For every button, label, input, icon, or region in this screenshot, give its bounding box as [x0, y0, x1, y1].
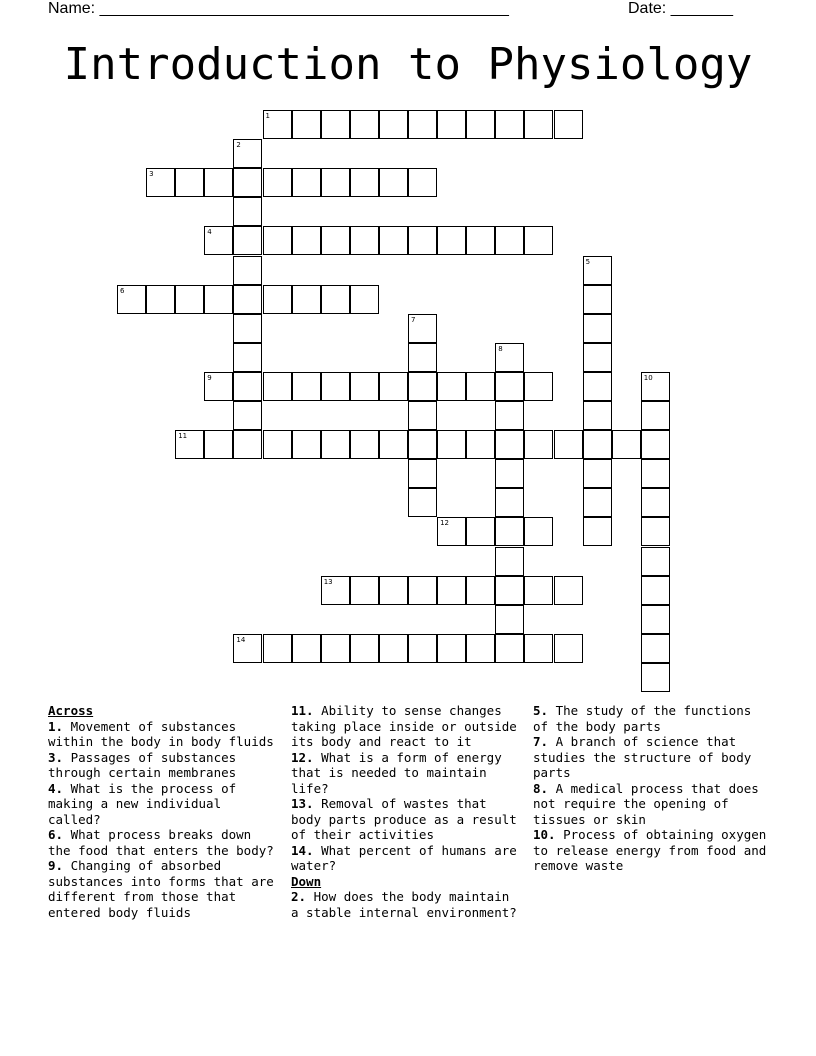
- crossword-cell[interactable]: [524, 110, 553, 139]
- crossword-cell[interactable]: [437, 517, 466, 546]
- crossword-cell[interactable]: [641, 488, 670, 517]
- crossword-cell[interactable]: [524, 372, 553, 401]
- crossword-cell[interactable]: [495, 605, 524, 634]
- crossword-cell[interactable]: [379, 372, 408, 401]
- clue-down-8: 8. A medical process that does not require the opening of tissues or skin: [533, 780, 759, 827]
- crossword-cell[interactable]: [292, 634, 321, 663]
- crossword-cell[interactable]: [408, 226, 437, 255]
- page-title: Introduction to Physiology: [63, 39, 753, 90]
- crossword-cell[interactable]: [524, 517, 553, 546]
- crossword-cell[interactable]: [292, 372, 321, 401]
- crossword-cell[interactable]: [583, 285, 612, 314]
- crossword-cell[interactable]: [408, 459, 437, 488]
- crossword-cell[interactable]: [204, 226, 233, 255]
- cell-number: 5: [585, 257, 591, 266]
- crossword-cell[interactable]: [466, 517, 495, 546]
- crossword-cell[interactable]: [437, 372, 466, 401]
- clue-across-1: 1. Movement of substances within the body in body fluids: [48, 718, 274, 749]
- cell-number: 8: [498, 344, 503, 353]
- name-field[interactable]: Name: ______________________________________________: [48, 0, 509, 17]
- crossword-cell[interactable]: [233, 343, 262, 372]
- clue-across-3: 3. Passages of substances through certain membranes: [48, 749, 237, 780]
- crossword-cell[interactable]: [379, 226, 408, 255]
- crossword-cell[interactable]: [583, 517, 612, 546]
- cell-number: 3: [149, 170, 154, 179]
- crossword-cell[interactable]: [524, 634, 553, 663]
- crossword-cell[interactable]: [233, 168, 262, 197]
- crossword-cell[interactable]: [263, 372, 292, 401]
- crossword-cell[interactable]: [554, 430, 583, 459]
- crossword-cell[interactable]: [437, 430, 466, 459]
- crossword-cell[interactable]: [350, 634, 379, 663]
- crossword-cell[interactable]: [233, 285, 262, 314]
- crossword-cell[interactable]: [408, 110, 437, 139]
- crossword-cell[interactable]: [495, 576, 524, 605]
- crossword-cell[interactable]: [408, 430, 437, 459]
- crossword-cell[interactable]: [379, 430, 408, 459]
- cell-number: 7: [411, 315, 416, 324]
- crossword-cell[interactable]: [408, 401, 437, 430]
- crossword-cell[interactable]: [554, 110, 583, 139]
- crossword-cell[interactable]: [641, 372, 670, 401]
- crossword-cell[interactable]: [233, 139, 262, 168]
- crossword-cell[interactable]: [204, 285, 233, 314]
- clue-across-14: 14. What percent of humans are water?: [291, 842, 517, 873]
- crossword-cell[interactable]: [263, 285, 292, 314]
- crossword-cell[interactable]: [641, 576, 670, 605]
- crossword-cell[interactable]: [233, 430, 262, 459]
- crossword-cell[interactable]: [350, 372, 379, 401]
- crossword-cell[interactable]: [583, 488, 612, 517]
- crossword-cell[interactable]: [263, 634, 292, 663]
- crossword-cell[interactable]: [321, 226, 350, 255]
- crossword-cell[interactable]: [321, 430, 350, 459]
- crossword-cell[interactable]: [583, 401, 612, 430]
- crossword-cell[interactable]: [379, 576, 408, 605]
- crossword-cell[interactable]: [524, 226, 553, 255]
- crossword-cell[interactable]: [408, 314, 437, 343]
- crossword-cell[interactable]: [408, 634, 437, 663]
- crossword-cell[interactable]: [233, 256, 262, 285]
- crossword-cell[interactable]: [379, 168, 408, 197]
- crossword-cell[interactable]: [437, 576, 466, 605]
- crossword-cell[interactable]: [495, 547, 524, 576]
- crossword-cell[interactable]: [554, 576, 583, 605]
- crossword-cell[interactable]: [437, 226, 466, 255]
- crossword-cell[interactable]: [321, 634, 350, 663]
- crossword-cell[interactable]: [321, 372, 350, 401]
- crossword-cell[interactable]: [495, 372, 524, 401]
- crossword-cell[interactable]: [204, 430, 233, 459]
- crossword-cell[interactable]: [583, 314, 612, 343]
- crossword-cell[interactable]: [612, 430, 641, 459]
- crossword-cell[interactable]: [408, 372, 437, 401]
- crossword-cell[interactable]: [233, 226, 262, 255]
- crossword-cell[interactable]: [466, 110, 495, 139]
- crossword-cell[interactable]: [204, 372, 233, 401]
- crossword-cell[interactable]: [263, 430, 292, 459]
- crossword-cell[interactable]: [408, 488, 437, 517]
- crossword-cell[interactable]: [583, 256, 612, 285]
- clue-across-12: 12. What is a form of energy that is needed to maintain life?: [291, 749, 502, 796]
- clues-column-1: [48, 703, 280, 920]
- clue-across-6: 6. What process breaks down the food that enters the body?: [48, 827, 274, 858]
- header: [48, 0, 768, 20]
- crossword-cell[interactable]: [641, 517, 670, 546]
- cell-number: 1: [265, 112, 270, 120]
- crossword-cell[interactable]: [466, 226, 495, 255]
- clue-across-9: 9. Changing of absorbed substances into forms that are different from those that entered body fluids: [48, 858, 274, 920]
- across-heading: Across: [48, 703, 94, 718]
- clue-down-10: 10. Process of obtaining oxygen to release energy from food and remove waste: [533, 827, 767, 873]
- crossword-cell[interactable]: [466, 430, 495, 459]
- crossword-cell[interactable]: [175, 285, 204, 314]
- crossword-cell[interactable]: [583, 372, 612, 401]
- crossword-cell[interactable]: [233, 372, 262, 401]
- crossword-cell[interactable]: [379, 634, 408, 663]
- crossword-cell[interactable]: [321, 576, 350, 605]
- crossword-cell[interactable]: [263, 110, 292, 139]
- crossword-cell[interactable]: [233, 401, 262, 430]
- crossword-cell[interactable]: [233, 634, 262, 663]
- crossword-cell[interactable]: [495, 110, 524, 139]
- crossword-cell[interactable]: [641, 459, 670, 488]
- crossword-cell[interactable]: [495, 430, 524, 459]
- cell-number: 12: [440, 519, 450, 528]
- crossword-cell[interactable]: [350, 285, 379, 314]
- crossword-cell[interactable]: [408, 576, 437, 605]
- crossword-cell[interactable]: [641, 401, 670, 430]
- clue-down-2: 2. How does the body maintain a stable internal environment?: [291, 889, 517, 920]
- cell-number: 10: [643, 373, 653, 382]
- crossword-cell[interactable]: [292, 430, 321, 459]
- crossword-cell[interactable]: [379, 110, 408, 139]
- date-field[interactable]: Date: _______: [628, 0, 733, 17]
- crossword-cell[interactable]: [350, 430, 379, 459]
- clue-across-11: 11. Ability to sense changes taking place inside or outside its body and react to it: [291, 703, 517, 749]
- crossword-cell[interactable]: [146, 285, 175, 314]
- crossword-cell[interactable]: [524, 576, 553, 605]
- crossword-cell[interactable]: [350, 576, 379, 605]
- cell-number: 4: [207, 228, 212, 237]
- crossword-cell[interactable]: [554, 634, 583, 663]
- crossword-cell[interactable]: [641, 663, 670, 692]
- clue-down-5: 5. The study of the functions of the body parts: [533, 703, 752, 734]
- crossword-cell[interactable]: [292, 168, 321, 197]
- crossword-cell[interactable]: [292, 226, 321, 255]
- crossword-cell[interactable]: [117, 285, 146, 314]
- clue-across-13: 13. Removal of wastes that body parts produce as a result of their activities: [291, 796, 517, 842]
- crossword-cell[interactable]: [466, 372, 495, 401]
- crossword-cell[interactable]: [233, 314, 262, 343]
- crossword-cell[interactable]: [641, 430, 670, 459]
- crossword-cell[interactable]: [583, 459, 612, 488]
- crossword-cell[interactable]: [524, 430, 553, 459]
- crossword-cell[interactable]: [175, 430, 204, 459]
- crossword-cell[interactable]: [321, 285, 350, 314]
- crossword-cell[interactable]: [263, 226, 292, 255]
- crossword-cell[interactable]: [495, 226, 524, 255]
- crossword-cell[interactable]: [146, 168, 175, 197]
- crossword-cell[interactable]: [466, 634, 495, 663]
- crossword-cell[interactable]: [263, 168, 292, 197]
- crossword-cell[interactable]: [641, 634, 670, 663]
- clue-down-7: 7. A branch of science that studies the structure of body parts: [533, 734, 752, 780]
- crossword-cell[interactable]: [437, 634, 466, 663]
- crossword-cell[interactable]: [495, 634, 524, 663]
- cell-number: 13: [323, 577, 333, 586]
- crossword-cell[interactable]: [495, 488, 524, 517]
- cell-number: 9: [207, 373, 212, 382]
- crossword-cell[interactable]: [350, 226, 379, 255]
- crossword-cell[interactable]: [495, 517, 524, 546]
- crossword-cell[interactable]: [175, 168, 204, 197]
- crossword-cell[interactable]: [437, 110, 466, 139]
- clue-across-4: 4. What is the process of making a new individual called?: [48, 780, 237, 827]
- cell-number: 6: [120, 286, 125, 295]
- cell-number: 2: [236, 141, 241, 150]
- clues-column-3: [533, 703, 773, 874]
- crossword-cell[interactable]: [350, 168, 379, 197]
- crossword-cell[interactable]: [204, 168, 233, 197]
- down-heading: Down: [291, 873, 322, 889]
- crossword-cell[interactable]: [292, 110, 321, 139]
- crossword-cell[interactable]: [641, 547, 670, 576]
- crossword-cell[interactable]: [495, 401, 524, 430]
- crossword-cell[interactable]: [350, 110, 379, 139]
- crossword-cell[interactable]: [583, 430, 612, 459]
- crossword-cell[interactable]: [408, 168, 437, 197]
- clues-column-2: [291, 703, 523, 920]
- crossword-cell[interactable]: [495, 459, 524, 488]
- crossword-cell[interactable]: [292, 285, 321, 314]
- crossword-cell[interactable]: [495, 343, 524, 372]
- cell-number: 11: [178, 432, 188, 441]
- cell-number: 14: [236, 635, 246, 644]
- crossword-cell[interactable]: [233, 197, 262, 226]
- crossword-cell[interactable]: [466, 576, 495, 605]
- crossword-cell[interactable]: [321, 110, 350, 139]
- crossword-cell[interactable]: [321, 168, 350, 197]
- crossword-cell[interactable]: [408, 343, 437, 372]
- crossword-cell[interactable]: [641, 605, 670, 634]
- crossword-cell[interactable]: [583, 343, 612, 372]
